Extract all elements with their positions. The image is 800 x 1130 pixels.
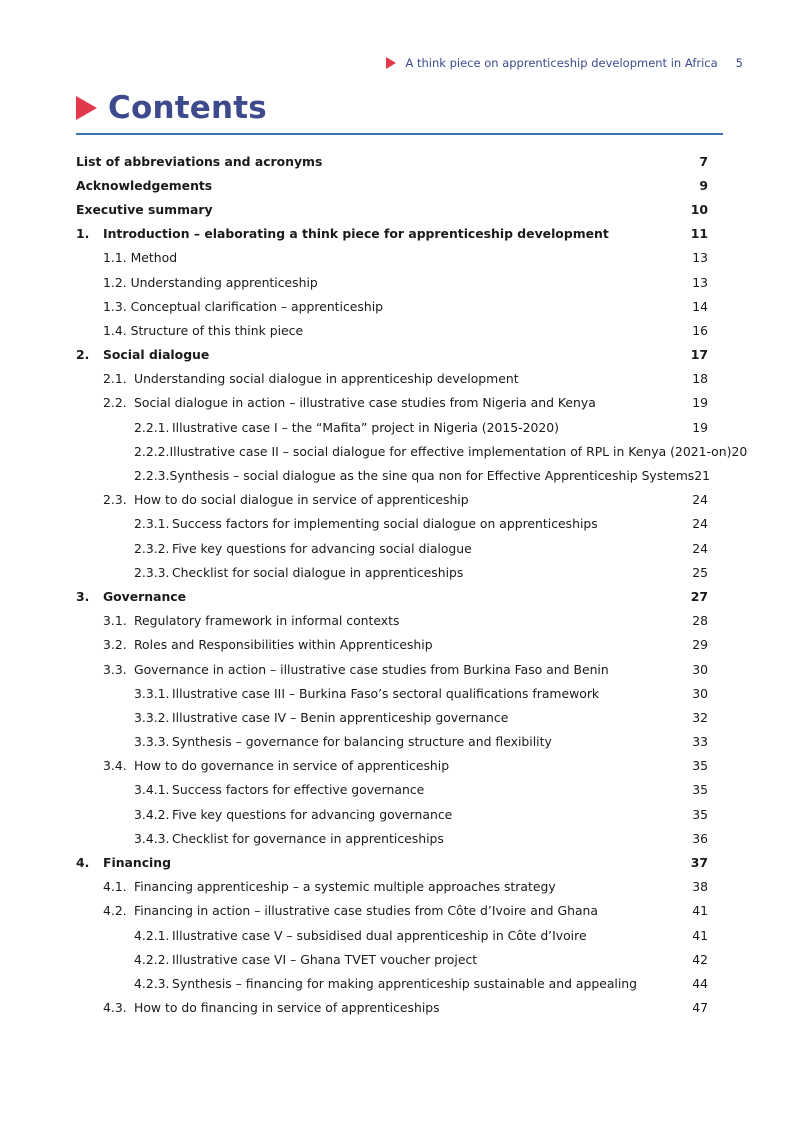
toc-entry-page: 35 <box>692 806 708 822</box>
toc-section[interactable] <box>76 996 708 1020</box>
toc-entry-number: 3.3.2. <box>134 709 170 725</box>
toc-entry-label: 1.4. Structure of this think piece <box>103 322 304 338</box>
toc-entry-page: 41 <box>692 903 708 919</box>
toc-entry-label: How to do financing in service of apprenticeships <box>134 1000 440 1016</box>
toc-entry-page: 28 <box>692 613 708 629</box>
toc-subsection[interactable] <box>76 439 748 463</box>
toc-entry-page: 30 <box>692 661 708 677</box>
triangle-arrow-icon <box>386 57 396 69</box>
toc-entry-page: 13 <box>692 250 708 266</box>
toc-entry-page: 33 <box>692 734 708 750</box>
toc-entry-label: Illustrative case VI – Ghana TVET voucher project <box>172 951 478 967</box>
toc-entry-page: 29 <box>692 637 708 653</box>
toc-entry-label: Synthesis – governance for balancing structure and flexibility <box>172 734 552 750</box>
toc-subsection[interactable] <box>76 415 708 439</box>
toc-entry-label: 1.1. Method <box>103 250 178 266</box>
toc-entry-label: Acknowledgements <box>76 177 213 193</box>
toc-entry-label: 1.2. Understanding apprenticeship <box>103 274 318 290</box>
toc-subsection[interactable] <box>76 730 708 754</box>
toc-entry-label: How to do governance in service of apprenticeship <box>134 758 450 774</box>
title-divider <box>76 133 723 135</box>
toc-entry-page: 14 <box>692 298 708 314</box>
toc-section[interactable] <box>76 899 708 923</box>
toc-entry-label: Success factors for implementing social dialogue on apprenticeships <box>172 516 598 532</box>
toc-entry-label: Financing in action – illustrative case studies from Côte d’Ivoire and Ghana <box>134 903 598 919</box>
running-title: A think piece on apprenticeship development in Africa <box>405 56 718 70</box>
toc-entry-page: 44 <box>692 975 708 991</box>
toc-entry-label: Checklist for governance in apprenticeships <box>172 830 444 846</box>
toc-section[interactable] <box>76 657 708 681</box>
table-of-contents <box>76 149 748 1020</box>
toc-entry-page: 24 <box>692 540 708 556</box>
toc-entry-label: How to do social dialogue in service of apprenticeship <box>134 492 469 508</box>
toc-entry-number: 3.4.1. <box>134 782 170 798</box>
toc-entry-label: Illustrative case IV – Benin apprenticeship governance <box>172 709 509 725</box>
toc-entry-number: 2.3.3. <box>134 564 170 580</box>
page-title: Contents <box>108 90 267 126</box>
toc-section[interactable] <box>76 633 708 657</box>
toc-entry-number: 3.1. <box>103 613 127 629</box>
toc-entry-label: Illustrative case I – the “Mafita” project in Nigeria (2015-2020) <box>172 419 559 435</box>
toc-entry-page: 35 <box>692 782 708 798</box>
toc-entry-number: 4.2.3. <box>134 975 170 991</box>
toc-subsection[interactable] <box>76 826 708 850</box>
toc-entry-page: 10 <box>690 201 708 217</box>
toc-chapter[interactable] <box>76 222 708 246</box>
toc-section[interactable] <box>76 294 708 318</box>
toc-entry-number: 2.2. <box>103 395 127 411</box>
toc-entry-number: 4. <box>76 855 90 871</box>
toc-section[interactable] <box>76 488 708 512</box>
toc-entry-number: 3. <box>76 588 90 604</box>
toc-entry-page: 38 <box>692 879 708 895</box>
toc-entry-page: 35 <box>692 758 708 774</box>
toc-entry-page: 16 <box>692 322 708 338</box>
toc-entry-number: 2. <box>76 347 90 363</box>
toc-subsection[interactable] <box>76 971 708 995</box>
page-number: 5 <box>735 56 743 70</box>
toc-entry-number: 3.3. <box>103 661 127 677</box>
toc-entry-number: 2.3. <box>103 492 127 508</box>
toc-entry-page: 47 <box>692 1000 708 1016</box>
toc-entry-label: Illustrative case V – subsidised dual apprenticeship in Côte d’Ivoire <box>172 927 587 943</box>
toc-subsection[interactable] <box>76 947 708 971</box>
toc-entry-page: 17 <box>690 347 708 363</box>
toc-entry-number: 4.3. <box>103 1000 127 1016</box>
toc-entry-page: 9 <box>699 177 708 193</box>
toc-entry-page: 20 <box>731 443 748 459</box>
toc-entry-label: Checklist for social dialogue in apprenticeships <box>172 564 464 580</box>
toc-chapter[interactable] <box>76 584 708 608</box>
toc-section[interactable] <box>76 875 708 899</box>
toc-section[interactable] <box>76 246 708 270</box>
toc-entry-label: Illustrative case II – social dialogue for effective implementation of RPL in Kenya (2021-on) <box>169 443 732 459</box>
toc-entry-number: 3.4. <box>103 758 127 774</box>
toc-entry[interactable] <box>76 173 708 197</box>
toc-entry-number: 3.3.1. <box>134 685 170 701</box>
toc-entry-label: Roles and Responsibilities within Apprenticeship <box>134 637 433 653</box>
toc-subsection[interactable] <box>76 536 708 560</box>
toc-entry-page: 27 <box>690 588 708 604</box>
toc-entry-label: Executive summary <box>76 201 213 217</box>
toc-subsection[interactable] <box>76 463 711 487</box>
toc-entry-number: 3.4.2. <box>134 806 170 822</box>
toc-entry-label: Success factors for effective governance <box>172 782 425 798</box>
toc-entry-label: Introduction – elaborating a think piece for apprenticeship development <box>103 226 609 242</box>
toc-section[interactable] <box>76 754 708 778</box>
toc-entry-page: 21 <box>694 468 711 484</box>
toc-entry-label: Governance in action – illustrative case studies from Burkina Faso and Benin <box>134 661 609 677</box>
toc-entry-page: 37 <box>690 855 708 871</box>
toc-entry-page: 19 <box>692 395 708 411</box>
toc-entry-page: 18 <box>692 371 708 387</box>
toc-entry-label: Five key questions for advancing social dialogue <box>172 540 472 556</box>
toc-entry-number: 2.1. <box>103 371 127 387</box>
toc-entry-label: Financing <box>103 855 171 871</box>
toc-subsection[interactable] <box>76 512 708 536</box>
toc-entry-page: 24 <box>692 516 708 532</box>
toc-entry-label: 1.3. Conceptual clarification – apprenticeship <box>103 298 384 314</box>
toc-subsection[interactable] <box>76 705 708 729</box>
toc-entry-number: 2.2.2. <box>134 443 170 459</box>
toc-entry-label: Social dialogue in action – illustrative case studies from Nigeria and Kenya <box>134 395 596 411</box>
toc-entry-page: 41 <box>692 927 708 943</box>
toc-entry-number: 4.2. <box>103 903 127 919</box>
toc-entry-number: 4.2.2. <box>134 951 170 967</box>
toc-chapter[interactable] <box>76 850 708 874</box>
toc-entry-label: Five key questions for advancing governance <box>172 806 453 822</box>
toc-entry-page: 36 <box>692 830 708 846</box>
toc-subsection[interactable] <box>76 560 708 584</box>
toc-section[interactable] <box>76 270 708 294</box>
toc-entry-page: 7 <box>699 153 708 169</box>
toc-entry-number: 3.2. <box>103 637 127 653</box>
toc-entry-page: 13 <box>692 274 708 290</box>
toc-entry-number: 2.2.1. <box>134 419 170 435</box>
toc-entry-label: Financing apprenticeship – a systemic multiple approaches strategy <box>134 879 556 895</box>
toc-chapter[interactable] <box>76 343 708 367</box>
toc-section[interactable] <box>76 391 708 415</box>
running-header <box>386 56 743 70</box>
toc-entry-label: Synthesis – financing for making apprenticeship sustainable and appealing <box>172 975 638 991</box>
toc-subsection[interactable] <box>76 802 708 826</box>
toc-entry-number: 2.2.3. <box>134 468 170 484</box>
toc-entry-label: List of abbreviations and acronyms <box>76 153 323 169</box>
toc-entry[interactable] <box>76 149 708 173</box>
toc-section[interactable] <box>76 318 708 342</box>
toc-entry-number: 3.4.3. <box>134 830 170 846</box>
toc-entry-number: 4.2.1. <box>134 927 170 943</box>
toc-entry-number: 4.1. <box>103 879 127 895</box>
toc-section[interactable] <box>76 609 708 633</box>
toc-entry-label: Social dialogue <box>103 347 210 363</box>
toc-subsection[interactable] <box>76 923 708 947</box>
triangle-arrow-icon <box>76 96 97 120</box>
toc-entry-page: 24 <box>692 492 708 508</box>
toc-entry-number: 3.3.3. <box>134 734 170 750</box>
page-title-row <box>76 90 267 126</box>
toc-entry-page: 32 <box>692 709 708 725</box>
toc-entry-label: Governance <box>103 588 187 604</box>
toc-entry-label: Regulatory framework in informal contexts <box>134 613 400 629</box>
toc-entry-page: 30 <box>692 685 708 701</box>
toc-section[interactable] <box>76 367 708 391</box>
toc-entry-number: 2.3.2. <box>134 540 170 556</box>
toc-entry-label: Synthesis – social dialogue as the sine qua non for Effective Apprenticeship Systems <box>169 468 695 484</box>
toc-entry-label: Understanding social dialogue in apprenticeship development <box>134 371 519 387</box>
toc-entry-number: 2.3.1. <box>134 516 170 532</box>
toc-entry-page: 25 <box>692 564 708 580</box>
toc-entry-label: Illustrative case III – Burkina Faso’s sectoral qualifications framework <box>172 685 600 701</box>
toc-subsection[interactable] <box>76 681 708 705</box>
toc-entry-number: 1. <box>76 226 90 242</box>
toc-subsection[interactable] <box>76 778 708 802</box>
toc-entry-page: 42 <box>692 951 708 967</box>
toc-entry-page: 19 <box>692 419 708 435</box>
toc-entry-page: 11 <box>690 226 708 242</box>
toc-entry[interactable] <box>76 197 708 221</box>
